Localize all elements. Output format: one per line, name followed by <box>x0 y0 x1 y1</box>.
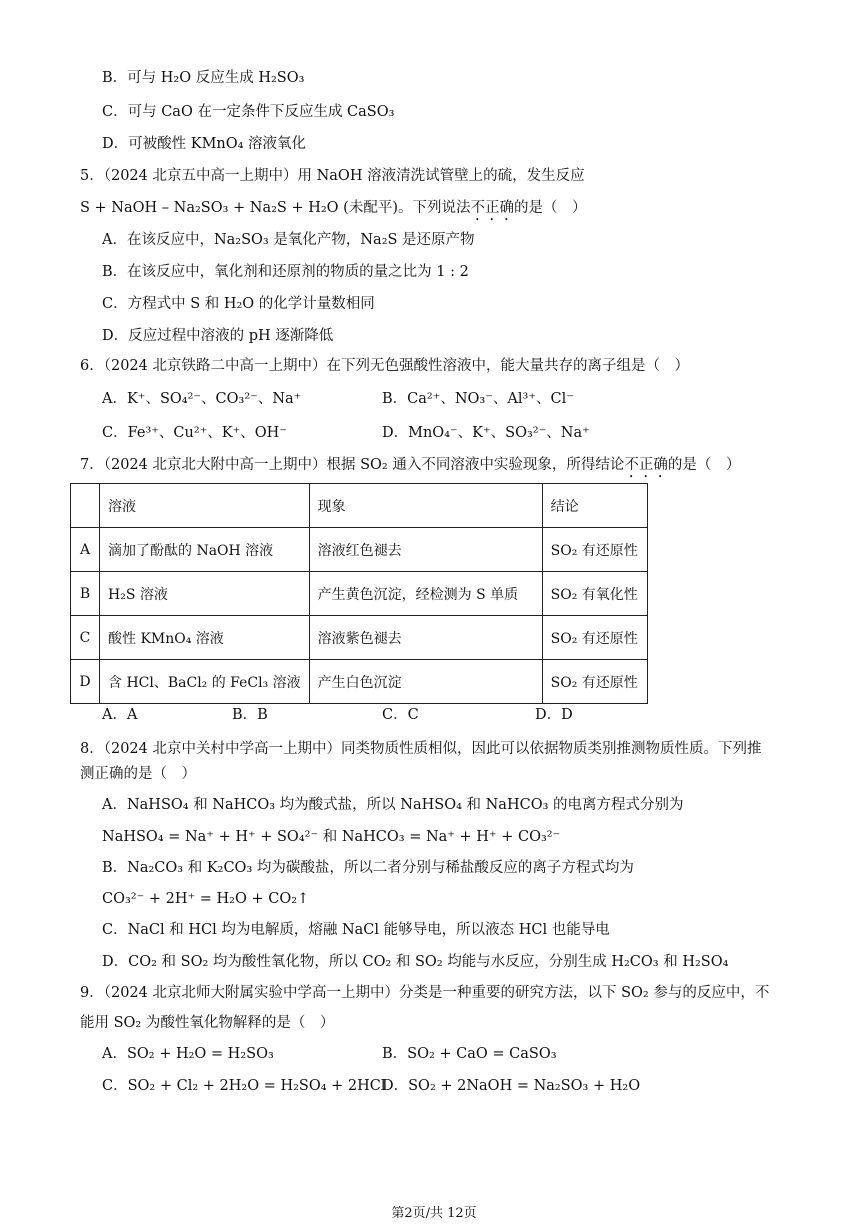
q6-option-c: C．Fe³⁺、Cu²⁺、K⁺、OH⁻ <box>102 425 287 441</box>
table-row <box>71 616 648 660</box>
table-header-cell <box>71 484 100 528</box>
table-cell: SO₂ 有氧化性 <box>542 572 647 616</box>
table-header-cell: 现象 <box>309 484 542 528</box>
q8-option-c: C．NaCl 和 HCl 均为电解质，熔融 NaCl 能够导电，所以液态 HCl 也能导电 <box>102 922 610 938</box>
table-row <box>71 572 648 616</box>
q8-option-b-line1: B．Na₂CO₃ 和 K₂CO₃ 均为碳酸盐，所以二者分别与稀盐酸反应的离子方程式均为 <box>102 860 634 876</box>
table-cell: 溶液红色褪去 <box>309 528 542 572</box>
q5-stem-tail: 的是（ ） <box>514 200 587 216</box>
q9-option-a: A．SO₂ + H₂O = H₂SO₃ <box>102 1046 274 1062</box>
q7-stem <box>80 455 740 481</box>
q4-option-d: D．可被酸性 KMnO₄ 溶液氧化 <box>102 136 307 152</box>
q8-option-b-line2: CO₃²⁻ + 2H⁺ = H₂O + CO₂↑ <box>102 891 310 907</box>
q7-option-b: B．B <box>232 707 268 723</box>
table-cell: C <box>71 616 100 660</box>
q7-stem-tail: 的是（ ） <box>667 457 741 473</box>
q9-option-d: D．SO₂ + 2NaOH = Na₂SO₃ + H₂O <box>382 1078 641 1094</box>
q6-stem: 6．（2024 北京铁路二中高一上期中）在下列无色强酸性溶液中，能大量共存的离子组是（ ） <box>80 358 689 374</box>
q7-option-a: A．A <box>102 707 138 723</box>
table-cell: A <box>71 528 100 572</box>
table-cell: 滴加了酚酞的 NaOH 溶液 <box>100 528 310 572</box>
q8-option-d: D．CO₂ 和 SO₂ 均为酸性氧化物，所以 CO₂ 和 SO₂ 均能与水反应，分别生成 H₂CO₃ 和 H₂SO₄ <box>102 954 729 970</box>
page-number: 第2页/共 12页 <box>391 1206 477 1221</box>
table-cell: SO₂ 有还原性 <box>542 528 647 572</box>
table-cell: 产生白色沉淀 <box>309 660 542 704</box>
q5-stem-line2 <box>80 198 587 224</box>
q8-stem-line2: 测正确的是（ ） <box>80 766 196 782</box>
q9-stem-line2: 能用 SO₂ 为酸性氧化物解释的是（ ） <box>80 1015 335 1031</box>
q9-option-c: C．SO₂ + Cl₂ + 2H₂O = H₂SO₄ + 2HCl <box>102 1078 386 1094</box>
q5-stem-line1: 5．（2024 北京五中高一上期中）用 NaOH 溶液清洗试管壁上的硫，发生反应 <box>80 168 585 184</box>
q8-stem-line1: 8．（2024 北京中关村中学高一上期中）同类物质性质相似，因此可以依据物质类别推测物质性质。下列推 <box>80 741 762 757</box>
experiment-table <box>70 483 648 704</box>
table-cell: 产生黄色沉淀，经检测为 S 单质 <box>309 572 542 616</box>
table-header-cell: 结论 <box>542 484 647 528</box>
q5-option-c: C．方程式中 S 和 H₂O 的化学计量数相同 <box>102 296 375 312</box>
table-cell: H₂S 溶液 <box>100 572 310 616</box>
table-cell: SO₂ 有还原性 <box>542 660 647 704</box>
q5-stem-equation: S + NaOH – Na₂SO₃ + Na₂S + H₂O (未配平)。下列说法 <box>80 200 471 216</box>
q4-option-c: C．可与 CaO 在一定条件下反应生成 CaSO₃ <box>102 104 395 120</box>
q7-stem-start: 7．（2024 北京北大附中高一上期中）根据 SO₂ 通入不同溶液中实验现象，所得结论 <box>80 457 625 473</box>
q5-option-a: A．在该反应中，Na₂SO₃ 是氧化产物，Na₂S 是还原产物 <box>102 232 475 248</box>
q9-stem-line1: 9．（2024 北京北师大附属实验中学高一上期中）分类是一种重要的研究方法，以下 SO₂ 参与的反应中，不 <box>80 985 770 1001</box>
q6-option-d: D．MnO₄⁻、K⁺、SO₃²⁻、Na⁺ <box>382 425 590 441</box>
table-row <box>71 528 648 572</box>
q7-stem-emphasis: 不正确 <box>624 457 668 473</box>
q7-option-d: D．D <box>535 707 573 723</box>
q6-option-a: A．K⁺、SO₄²⁻、CO₃²⁻、Na⁺ <box>102 391 302 407</box>
q5-option-d: D．反应过程中溶液的 pH 逐渐降低 <box>102 328 334 344</box>
table-header-cell: 溶液 <box>100 484 310 528</box>
q8-option-a-line2: NaHSO₄ = Na⁺ + H⁺ + SO₄²⁻ 和 NaHCO₃ = Na⁺ + H⁺ + CO₃²⁻ <box>102 829 561 845</box>
q5-option-b: B．在该反应中，氧化剂和还原剂的物质的量之比为 1 : 2 <box>102 264 469 280</box>
q7-option-c: C．C <box>382 707 419 723</box>
table-row <box>71 660 648 704</box>
table-cell: 含 HCl、BaCl₂ 的 FeCl₃ 溶液 <box>100 660 310 704</box>
q4-option-b: B．可与 H₂O 反应生成 H₂SO₃ <box>102 70 305 86</box>
q9-option-b: B．SO₂ + CaO = CaSO₃ <box>382 1046 557 1062</box>
table-header-row <box>71 484 648 528</box>
table-cell: SO₂ 有还原性 <box>542 616 647 660</box>
table-cell: 酸性 KMnO₄ 溶液 <box>100 616 310 660</box>
table-cell: 溶液紫色褪去 <box>309 616 542 660</box>
q6-option-b: B．Ca²⁺、NO₃⁻、Al³⁺、Cl⁻ <box>382 391 574 407</box>
table-cell: D <box>71 660 100 704</box>
q5-stem-emphasis: 不正确 <box>470 200 514 216</box>
table-cell: B <box>71 572 100 616</box>
q8-option-a-line1: A．NaHSO₄ 和 NaHCO₃ 均为酸式盐，所以 NaHSO₄ 和 NaHCO₃ 的电离方程式分别为 <box>102 797 684 813</box>
